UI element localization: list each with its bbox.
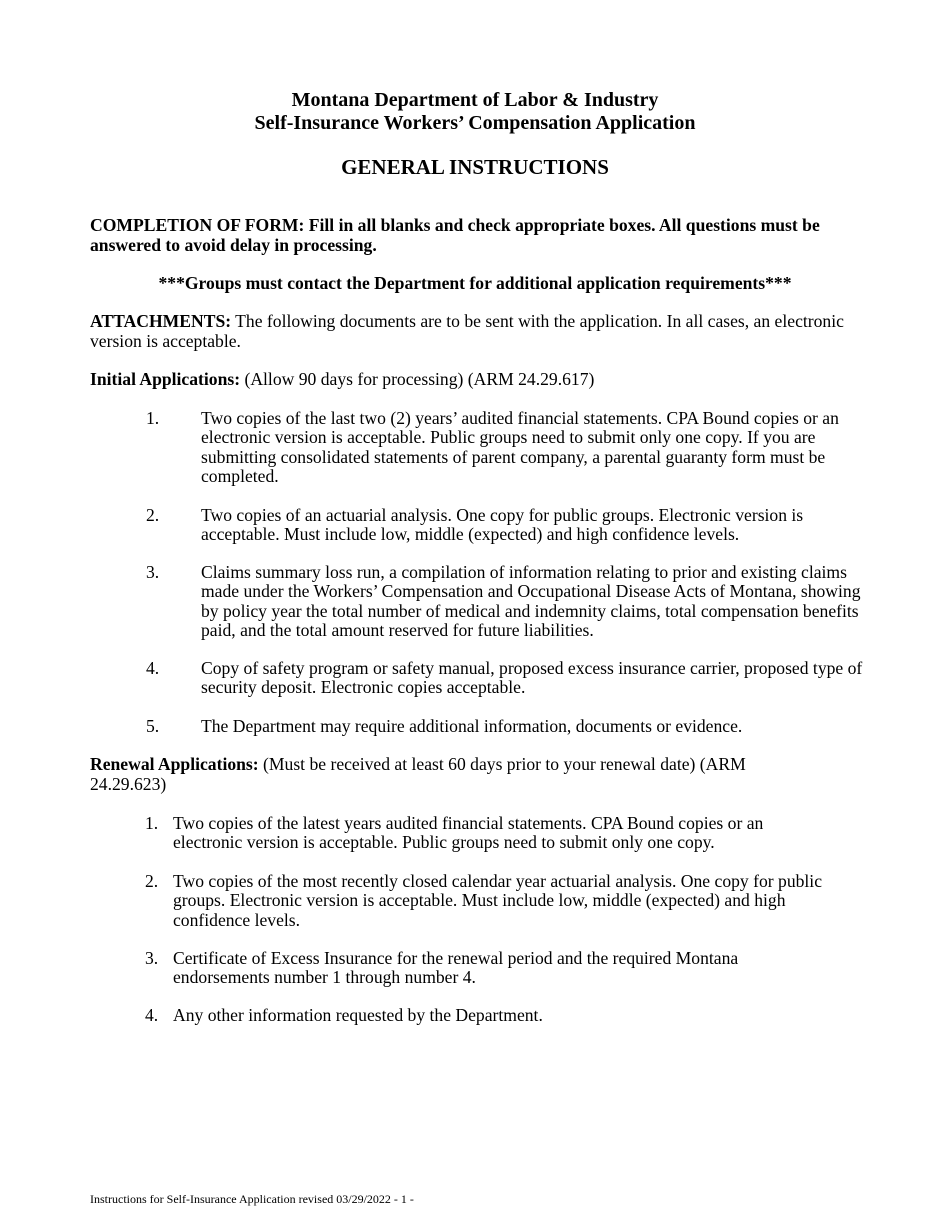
item-text: Claims summary loss run, a compilation of information relating to prior and existing claims made under the Workers’ Compensation and Occupational Disease Acts of Montana, showing by policy year the total number of medical and indemnity claims, total compensation benefits paid, and the total amount reserved for future liabilities. [201, 562, 861, 640]
renewal-applications-heading [90, 755, 810, 794]
item-text: Two copies of the most recently closed calendar year actuarial analysis. One copy for public groups. Electronic version is acceptable. Must include low, middle (expected) and high confidence levels. [173, 871, 823, 930]
list-item [146, 506, 866, 545]
list-item [145, 1006, 835, 1025]
attachments-label: ATTACHMENTS: [90, 311, 232, 331]
header-title-line2: Self-Insurance Workers’ Compensation Application [254, 112, 696, 134]
item-number: 1. [146, 408, 160, 428]
item-number: 2. [146, 505, 160, 525]
initial-text: (Allow 90 days for processing) (ARM 24.29.617) [240, 369, 595, 389]
list-item [146, 409, 866, 486]
list-item [145, 949, 835, 988]
completion-label: COMPLETION OF FORM: [90, 215, 305, 235]
item-number: 1. [145, 813, 159, 833]
item-text: Copy of safety program or safety manual, proposed excess insurance carrier, proposed type of security deposit. Electronic copies acceptable. [201, 658, 863, 698]
list-item [146, 563, 866, 640]
list-item [146, 659, 866, 698]
item-number: 4. [145, 1005, 159, 1025]
section-title: GENERAL INSTRUCTIONS [341, 155, 609, 179]
groups-notice: ***Groups must contact the Department for additional application requirements*** [158, 273, 792, 293]
item-text: Two copies of the latest years audited financial statements. CPA Bound copies or an electronic version is acceptable. Public groups need to submit only one copy. [173, 813, 764, 853]
initial-label: Initial Applications: [90, 369, 241, 389]
item-text: Any other information requested by the Department. [173, 1005, 543, 1025]
item-number: 5. [146, 716, 160, 736]
attachments-paragraph [90, 312, 865, 351]
completion-paragraph [90, 216, 865, 255]
renewal-text: (Must be received at least 60 days prior to your renewal date) (ARM 24.29.623) [90, 754, 746, 794]
list-item [145, 814, 835, 853]
completion-text: Fill in all blanks and check appropriate boxes. All questions must be answered to avoid delay in processing. [90, 215, 820, 255]
item-text: The Department may require additional information, documents or evidence. [201, 716, 743, 736]
initial-applications-heading [90, 370, 865, 390]
item-number: 3. [146, 562, 160, 582]
list-item [146, 717, 866, 736]
header-title-line1: Montana Department of Labor & Industry [291, 89, 659, 111]
item-text: Two copies of the last two (2) years’ audited financial statements. CPA Bound copies or an electronic version is acceptable. Public groups need to submit only one copy. If you are submitting consolidated statements of parent company, a parental guaranty form must be completed. [201, 408, 839, 486]
item-number: 2. [145, 871, 159, 891]
item-text: Certificate of Excess Insurance for the renewal period and the required Montana endorsements number 1 through number 4. [173, 948, 739, 988]
list-item [145, 872, 835, 930]
item-number: 4. [146, 658, 160, 678]
item-number: 3. [145, 948, 159, 968]
page-footer: Instructions for Self-Insurance Application revised 03/29/2022 - 1 - [90, 1192, 414, 1206]
item-text: Two copies of an actuarial analysis. One copy for public groups. Electronic version is acceptable. Must include low, middle (expected) and high confidence levels. [201, 505, 804, 545]
renewal-label: Renewal Applications: [90, 754, 259, 774]
attachments-text: The following documents are to be sent with the application. In all cases, an electronic version is acceptable. [90, 311, 844, 351]
